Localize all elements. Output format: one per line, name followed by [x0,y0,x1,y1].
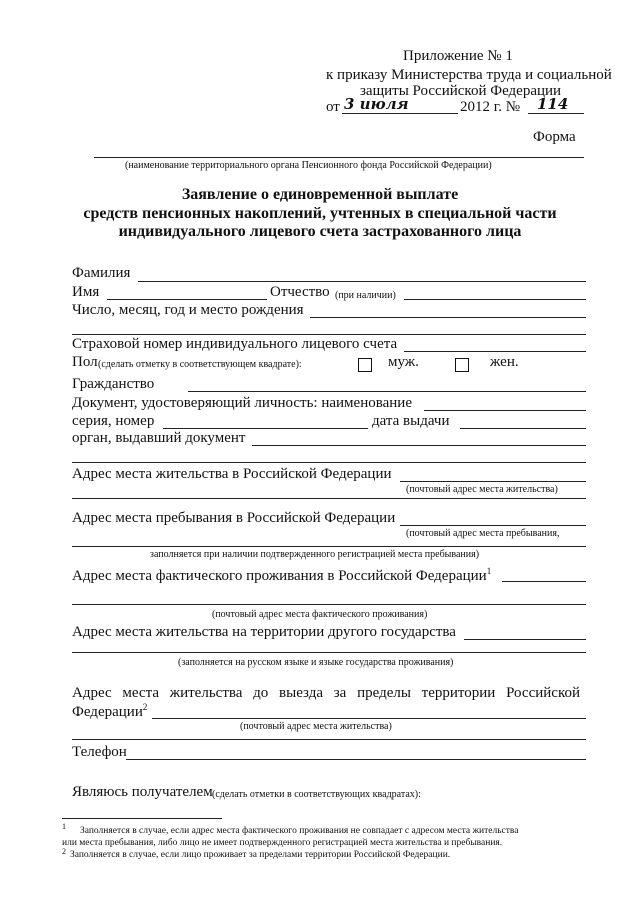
date-prefix: от [326,99,340,115]
phone-label: Телефон [72,744,127,760]
order-line-2: защиты Российской Федерации [360,83,562,99]
patronymic-note: (при наличии) [335,290,396,301]
female-label: жен. [490,354,519,370]
residence-caption: (почтовый адрес места жительства) [406,484,558,495]
surname-label: Фамилия [72,265,131,281]
recipient-note: (сделать отметки в соответствующих квадратах): [212,789,421,800]
male-label: муж. [388,354,419,370]
handwritten-number: 114 [537,95,569,113]
actual-address-label: Адрес места фактического проживания в Российской Федерации$^1$ [72,566,492,584]
pre-departure-label: Адрес места жительства до выезда за пределы территории Российской [72,685,580,701]
appendix-label: Приложение № 1 [403,48,513,64]
document-title-line-2: средств пенсионных накоплений, учтенных в специальной части [83,205,557,222]
footnote-ref-2: 2 [142,702,148,712]
citizenship-field[interactable] [188,391,586,392]
surname-field[interactable] [138,281,586,282]
pre-departure-caption: (почтовый адрес места жительства) [240,721,392,732]
patronymic-field[interactable] [404,299,586,300]
issuer-field-continued[interactable] [72,462,586,463]
recipient-label: Являюсь получателем [72,784,213,800]
sex-note: (сделать отметку в соответствующем квадрате): [98,359,302,370]
handwritten-date: 3 июля [344,95,409,113]
pre-departure-field[interactable] [152,718,586,719]
snils-label: Страховой номер индивидуального лицевого счета [72,336,398,352]
issue-date-label: дата выдачи [372,413,450,429]
residence-field[interactable] [400,481,586,482]
id-document-field[interactable] [424,410,586,411]
pre-departure-label-2: Федерации$^2$ [72,702,148,720]
name-field[interactable] [107,299,267,300]
foreign-address-caption: (заполняется на русском языке и языке государства проживания) [178,657,454,668]
form-label: Форма [533,129,576,145]
residence-field-continued[interactable] [72,498,586,499]
female-checkbox[interactable] [455,358,469,372]
footnote-ref-1: 1 [486,566,492,576]
snils-field[interactable] [404,351,586,352]
male-checkbox[interactable] [358,358,372,372]
phone-field[interactable] [126,759,586,760]
footnote-1-number: 1 [62,822,66,831]
id-document-label: Документ, удостоверяющий личность: наименование [72,395,412,411]
document-title-line-1: Заявление о единовременной выплате [181,186,459,203]
foreign-address-field-continued[interactable] [72,652,586,653]
birth-label: Число, месяц, год и место рождения [72,302,304,318]
residence-label: Адрес места жительства в Российской Федерации [72,466,392,482]
footnote-2: Заполняется в случае, если лицо проживает за пределами территории Российской Федерации. [70,850,451,860]
series-field[interactable] [163,428,368,429]
issuer-field[interactable] [252,445,586,446]
stay-caption-2: заполняется при наличии подтвержденного регистрацией места пребывания) [150,549,480,560]
footnote-1-line-1: Заполняется в случае, если адрес места фактического проживания не совпадает с адресом места жительства [80,826,519,836]
foreign-address-field[interactable] [464,639,586,640]
stay-field[interactable] [400,525,586,526]
issuer-label: орган, выдавший документ [72,430,246,446]
actual-address-field[interactable] [502,581,586,582]
footnote-1-line-2: или места пребывания, либо лицо не имеет подтвержденного регистрацией места жительства и пребывания. [62,838,503,848]
authority-caption: (наименование территориального органа Пенсионного фонда Российской Федерации) [125,160,492,171]
birth-field[interactable] [310,317,586,318]
stay-caption: (почтовый адрес места пребывания, [406,528,560,539]
stay-label: Адрес места пребывания в Российской Федерации [72,510,396,526]
actual-address-caption: (почтовый адрес места фактического проживания) [212,609,428,620]
document-title-line-3: индивидуального лицевого счета застрахованного лица [118,223,522,240]
name-label: Имя [72,284,100,300]
pre-departure-field-continued[interactable] [72,739,586,740]
actual-address-field-continued[interactable] [72,604,586,605]
issue-date-field[interactable] [460,428,586,429]
order-line-1: к приказу Министерства труда и социальной [326,67,612,83]
foreign-address-label: Адрес места жительства на территории другого государства [72,624,456,640]
sex-label: Пол [72,354,98,370]
footnote-2-number: 2 [62,847,66,856]
birth-field-continued[interactable] [72,334,586,335]
citizenship-label: Гражданство [72,376,155,392]
patronymic-label: Отчество [270,284,330,300]
date-year: 2012 г. № [460,99,521,115]
series-label: серия, номер [72,413,155,429]
stay-field-continued[interactable] [72,546,586,547]
